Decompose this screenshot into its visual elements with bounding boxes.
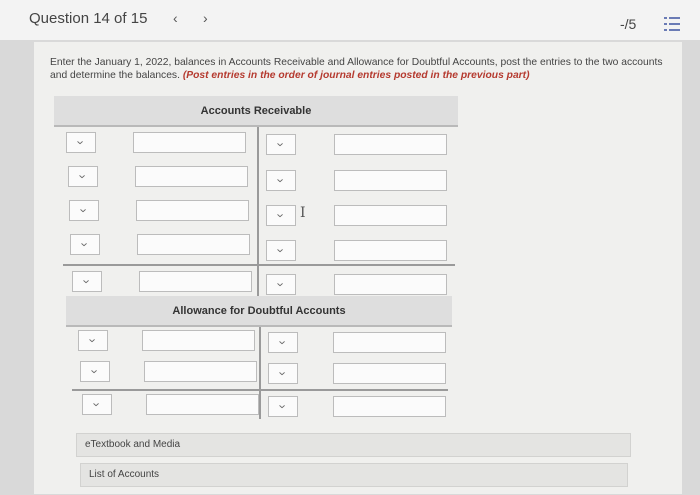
ar-credit-account-select[interactable] (266, 205, 296, 226)
accounts-receivable-header: Accounts Receivable (54, 96, 458, 127)
allowance-debit-amount-input[interactable] (144, 361, 257, 382)
instructions-text: Enter the January 1, 2022, balances in Accounts Receivable and Allowance for Doubtful Accounts, post the entries to the two accounts and determine the balances. (50, 57, 663, 81)
list-icon[interactable] (664, 17, 680, 31)
t-account-total-line (72, 389, 448, 391)
ar-credit-amount-input[interactable] (334, 134, 447, 155)
instructions (50, 57, 670, 82)
etextbook-label: eTextbook and Media (85, 439, 181, 450)
instructions-emphasis: (Post entries in the order of journal entries posted in the previous part) (182, 69, 530, 81)
ar-credit-amount-input[interactable] (334, 170, 447, 191)
ar-credit-balance-input[interactable] (334, 274, 447, 295)
ar-debit-account-select[interactable] (66, 132, 96, 153)
ar-balance-amount-input[interactable] (139, 271, 252, 292)
allowance-balance-account-select[interactable] (82, 394, 112, 415)
previous-question-icon[interactable]: ‹ (173, 10, 178, 26)
ar-credit-balance-select[interactable] (266, 274, 296, 295)
allowance-debit-amount-input[interactable] (142, 330, 255, 351)
t-account-total-line (63, 264, 455, 266)
ar-debit-account-select[interactable] (70, 234, 100, 255)
ar-debit-account-select[interactable] (69, 200, 99, 221)
ar-debit-account-select[interactable] (68, 166, 98, 187)
ar-debit-amount-input[interactable] (137, 234, 250, 255)
text-cursor-icon: I (300, 205, 306, 221)
t-account-divider (257, 127, 259, 297)
ar-debit-amount-input[interactable] (135, 166, 248, 187)
etextbook-link[interactable] (76, 433, 631, 457)
allowance-credit-balance-input[interactable] (333, 396, 446, 417)
score: -/5 (620, 16, 637, 32)
next-question-icon[interactable]: › (203, 10, 208, 26)
ar-credit-account-select[interactable] (266, 170, 296, 191)
list-of-accounts-label: List of Accounts (89, 469, 160, 480)
ar-credit-amount-input[interactable] (334, 205, 447, 226)
question-counter: Question 14 of 15 (29, 10, 148, 27)
list-of-accounts-link[interactable] (80, 463, 628, 487)
ar-balance-account-select[interactable] (72, 271, 102, 292)
t-account-divider (259, 327, 261, 419)
ar-credit-account-select[interactable] (266, 134, 296, 155)
allowance-credit-amount-input[interactable] (333, 363, 446, 384)
allowance-credit-balance-select[interactable] (268, 396, 298, 417)
allowance-debit-account-select[interactable] (78, 330, 108, 351)
top-bar (0, 0, 700, 40)
allowance-balance-amount-input[interactable] (146, 394, 259, 415)
ar-credit-account-select[interactable] (266, 240, 296, 261)
ar-debit-amount-input[interactable] (133, 132, 246, 153)
allowance-credit-amount-input[interactable] (333, 332, 446, 353)
ar-debit-amount-input[interactable] (136, 200, 249, 221)
ar-credit-amount-input[interactable] (334, 240, 447, 261)
allowance-credit-account-select[interactable] (268, 363, 298, 384)
allowance-credit-account-select[interactable] (268, 332, 298, 353)
allowance-header: Allowance for Doubtful Accounts (66, 296, 452, 327)
allowance-debit-account-select[interactable] (80, 361, 110, 382)
